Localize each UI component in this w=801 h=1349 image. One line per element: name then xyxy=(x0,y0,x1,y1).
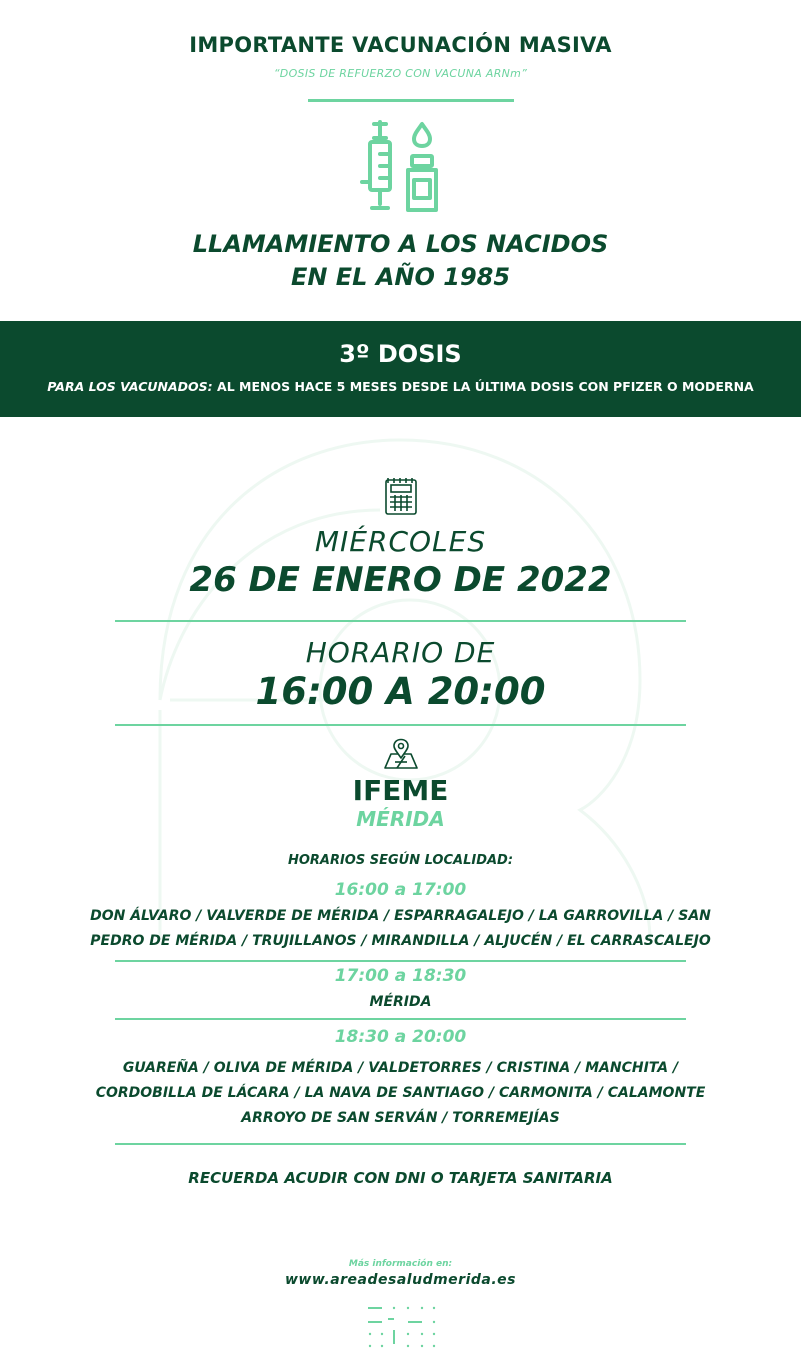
divider xyxy=(115,620,686,622)
venue-name: IFEME xyxy=(352,774,449,807)
slot-line: CORDOBILLA DE LÁCARA / LA NAVA DE SANTIAGO / CARMONITA / CALAMONTE xyxy=(95,1085,706,1101)
call-to-action xyxy=(0,228,801,294)
slot-line: GUAREÑA / OLIVA DE MÉRIDA / VALDETORRES / CRISTINA / MANCHITA / xyxy=(122,1060,679,1076)
slot-places xyxy=(0,1056,801,1131)
more-info-label: Más información en: xyxy=(348,1259,453,1269)
slot-line: DON ÁLVARO / VALVERDE DE MÉRIDA / ESPARRAGALEJO / LA GARROVILLA / SAN xyxy=(90,908,711,924)
localities-title: HORARIOS SEGÚN LOCALIDAD: xyxy=(287,853,514,868)
divider xyxy=(308,99,514,102)
dose-title: 3º DOSIS xyxy=(339,340,462,368)
weekday: MIÉRCOLES xyxy=(314,525,487,558)
slot-places xyxy=(0,990,801,1015)
venue-city: MÉRIDA xyxy=(356,807,445,831)
slot-time: 16:00 a 17:00 xyxy=(334,880,467,900)
schedule-label: HORARIO DE xyxy=(305,636,496,669)
syringe-vial-icon xyxy=(358,118,444,216)
event-date: 26 DE ENERO DE 2022 xyxy=(189,560,612,600)
calendar-icon xyxy=(382,476,420,518)
call-line-2: EN EL AÑO 1985 xyxy=(290,263,511,291)
slot-places xyxy=(0,904,801,954)
dose-eligibility xyxy=(0,379,801,394)
eligibility-text: AL MENOS HACE 5 MESES DESDE LA ÚLTIMA DOSIS CON PFIZER O MODERNA xyxy=(212,379,754,394)
map-pin-icon xyxy=(383,738,419,770)
divider xyxy=(115,1143,686,1145)
dose-banner xyxy=(0,321,801,417)
schedule-hours: 16:00 A 20:00 xyxy=(255,670,546,713)
slot-line: MÉRIDA xyxy=(369,994,432,1010)
divider xyxy=(115,1018,686,1020)
divider xyxy=(115,960,686,962)
eligibility-lead: PARA LOS VACUNADOS: xyxy=(47,379,213,394)
headline: IMPORTANTE VACUNACIÓN MASIVA xyxy=(189,33,612,57)
call-line-1: LLAMAMIENTO A LOS NACIDOS xyxy=(192,230,609,258)
slot-time: 18:30 a 20:00 xyxy=(334,1027,467,1047)
slot-line: PEDRO DE MÉRIDA / TRUJILLANOS / MIRANDILLA / ALJUCÉN / EL CARRASCALEJO xyxy=(90,933,711,949)
subheadline: “DOSIS DE REFUERZO CON VACUNA ARNm” xyxy=(273,67,528,80)
divider xyxy=(115,724,686,726)
slot-time: 17:00 a 18:30 xyxy=(334,966,467,986)
slot-line: ARROYO DE SAN SERVÁN / TORREMEJÍAS xyxy=(241,1110,560,1126)
reminder: RECUERDA ACUDIR CON DNI O TARJETA SANITARIA xyxy=(188,1169,613,1187)
website-link[interactable]: www.areadesaludmerida.es xyxy=(284,1272,516,1288)
dotted-logo-icon xyxy=(364,1304,438,1349)
